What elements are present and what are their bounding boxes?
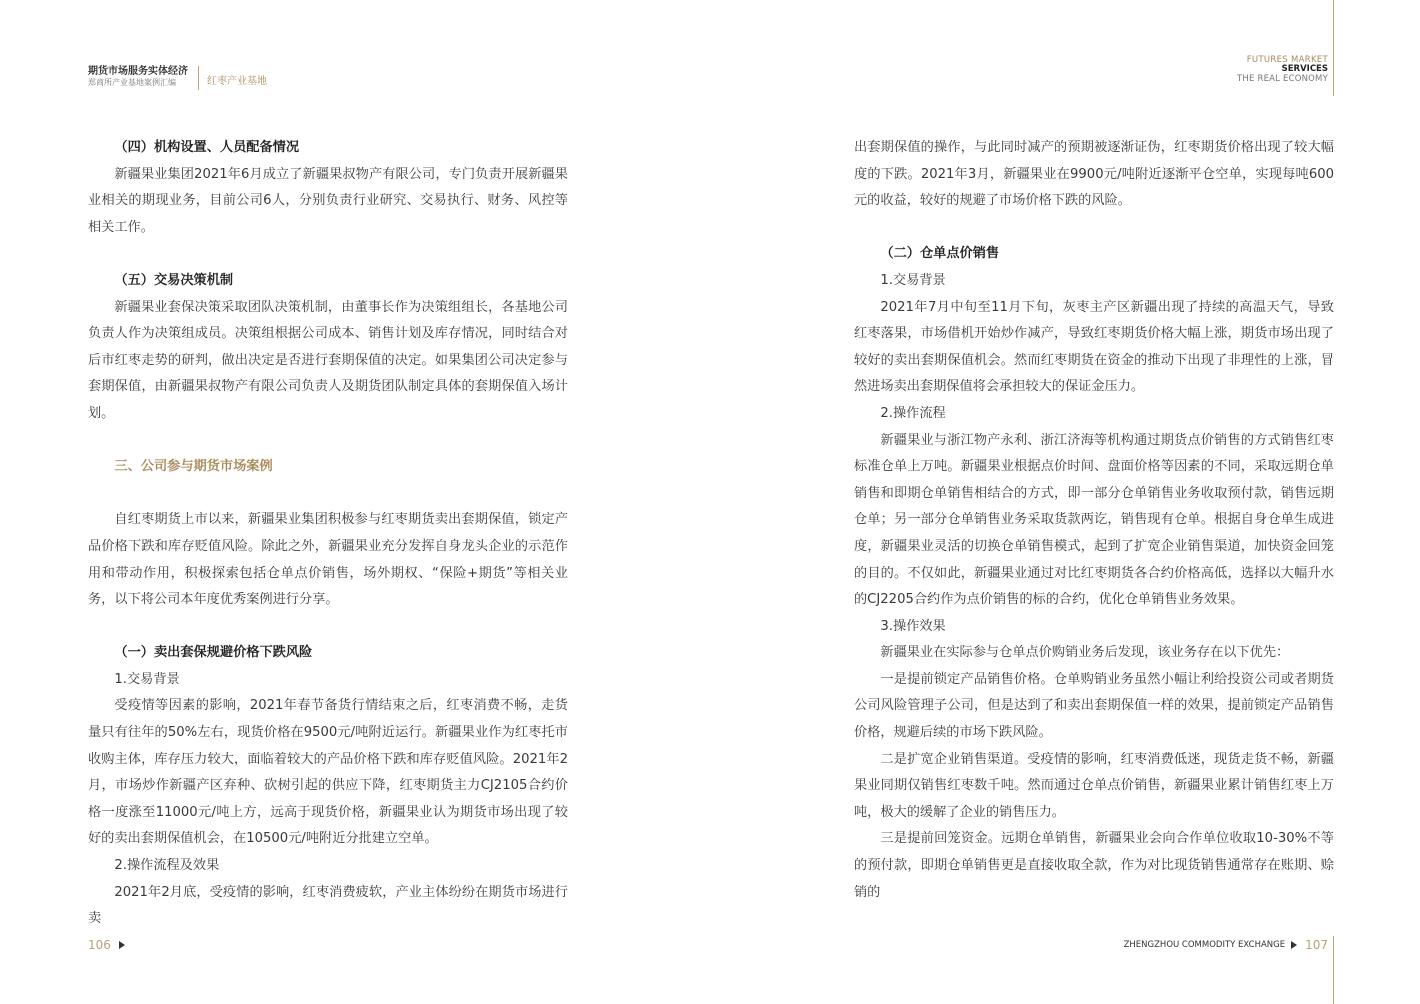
paragraph-effect-two: 二是扩宽企业销售渠道。受疫情的影响，红枣消费低迷，现货走货不畅，新疆果业同期仅销售红枣数千吨。然而通过仓单点价销售，新疆果业累计销售红枣上万吨，极大的缓解了企业的销售压力。 — [854, 751, 1334, 820]
page-number-right: 107 — [1305, 938, 1328, 952]
paragraph-trade-background: 2021年7月中旬至11月下旬，灰枣主产区新疆出现了持续的高温天气，导致红枣落果，市场借机开始炒作减产，导致红枣期货价格大幅上涨，期货市场出现了较好的卖出套期保值机会。然而红枣期货在资金的推动下出现了非理性的上涨，冒然进场卖出套期保值将会承担较大的保证金压力。 — [854, 299, 1334, 395]
running-header-right — [1237, 56, 1328, 84]
spacer — [854, 215, 1334, 242]
heading-decision-mechanism: （五）交易决策机制 — [114, 272, 234, 288]
spacer — [88, 481, 568, 508]
header-right-line2: SERVICES — [1281, 64, 1328, 75]
paragraph-effect-three: 三是提前回笼资金。远期仓单销售，新疆果业会向合作单位收取10-30%不等的预付款，即期仓单销售更是直接收取全款，作为对比现货销售通常存在账期、赊销的 — [854, 831, 1334, 900]
heading-hedging-case: （一）卖出套保规避价格下跌风险 — [114, 645, 313, 661]
footer-right — [1124, 938, 1328, 952]
triangle-right-icon — [119, 941, 125, 949]
paragraph-decision-mechanism: 新疆果业套保决策采取团队决策机制，由董事长作为决策组组长，各基地公司负责人作为决策组成员。决策组根据公司成本、销售计划及库存情况，同时结合对后市红枣走势的研判，做出决定是否进行套期保值的决定。如果集团公司决定参与套期保值，由新疆果叔物产有限公司负责人及期货团队制定具体的套期保值入场计划。 — [88, 299, 568, 421]
paragraph-operation-result: 2021年2月底，受疫情的影响，红枣消费疲软，产业主体纷纷在期货市场进行卖 — [88, 884, 568, 927]
header-divider — [198, 66, 199, 90]
header-right-line3: THE REAL ECONOMY — [1237, 73, 1328, 84]
page-number-left: 106 — [88, 938, 111, 952]
header-subtitle: 郑商所产业基地案例汇编 — [88, 77, 176, 87]
footer-left — [88, 938, 125, 952]
heading-institution-setup: （四）机构设置、人员配备情况 — [114, 140, 300, 155]
paragraph-continued: 出套期保值的操作，与此同时减产的预期被逐渐证伪，红枣期货价格出现了较大幅度的下跌。2021年3月，新疆果业在9900元/吨附近逐渐平仓空单，实现每吨600元的收益，较好的规避了市场价格下跌的风险。 — [854, 140, 1334, 209]
paragraph-institution-setup: 新疆果业集团2021年6月成立了新疆果叔物产有限公司，专门负责开展新疆果业相关的期现业务，目前公司6人，分别负责行业研究、交易执行、财务、风控等相关工作。 — [88, 166, 568, 235]
subheading-trade-background: 1.交易背景 — [880, 272, 946, 288]
header-right-line1: FUTURES MARKET — [1246, 55, 1328, 65]
footer-publisher-label: ZHENGZHOU COMMODITY EXCHANGE — [1123, 940, 1286, 950]
spacer — [88, 241, 568, 268]
margin-rule-top — [1333, 0, 1334, 96]
heading-warehouse-receipt-sales: （二）仓单点价销售 — [880, 246, 1000, 262]
subheading-operation-result: 2.操作流程及效果 — [114, 858, 220, 874]
paragraph-trade-background: 受疫情等因素的影响，2021年春节备货行情结束之后，红枣消费不畅，走货量只有往年的50%左右，现货价格在9500元/吨附近运行。新疆果业作为红枣托市收购主体，库存压力较大，面临着较大的产品价格下跌和库存贬值风险。2021年2月，市场炒作新疆产区弃种、砍树引起的供应下降，红枣期货主力CJ2105合约价格一度涨至11000元/吨上方，远高于现货价格，新疆果业认为期货市场出现了较好的卖出套期保值机会，在10500元/吨附近分批建立空单。 — [88, 698, 568, 847]
spacer — [88, 428, 568, 455]
margin-rule-bottom — [1333, 936, 1334, 1004]
right-page-column — [854, 135, 1334, 906]
paragraph-operation-process: 新疆果业与浙江物产永利、浙江济海等机构通过期货点价销售的方式销售红枣标准仓单上万吨。新疆果业根据点价时间、盘面价格等因素的不同，采取远期仓单销售和即期仓单销售相结合的方式，即一部分仓单销售业务收取预付款，销售远期仓单；另一部分仓单销售业务采取货款两讫，销售现有仓单。根据自身仓单生成进度，新疆果业灵活的切换仓单销售模式，起到了扩宽企业销售渠道，加快资金回笼的目的。不仅如此，新疆果业通过对比红枣期货各合约价格高低，选择以大幅升水的CJ2205合约作为点价销售的标的合约，优化仓单销售业务效果。 — [854, 432, 1334, 608]
paragraph-effect-one: 一是提前锁定产品销售价格。仓单购销业务虽然小幅让利给投资公司或者期货公司风险管理子公司，但是达到了和卖出套期保值一样的效果，提前锁定产品销售价格，规避后续的市场下跌风险。 — [854, 671, 1334, 741]
header-section: 红枣产业基地 — [207, 76, 267, 87]
subheading-trade-background: 1.交易背景 — [114, 671, 180, 687]
subheading-operation-effect: 3.操作效果 — [880, 618, 946, 634]
running-header-left — [88, 66, 267, 90]
paragraph-effect-intro: 新疆果业在实际参与仓单点价购销业务后发现，该业务存在以下优先： — [880, 645, 1290, 661]
triangle-right-icon — [1291, 941, 1297, 949]
subheading-operation-process: 2.操作流程 — [880, 405, 946, 421]
header-titles — [88, 66, 188, 87]
heading-section-three: 三、公司参与期货市场案例 — [114, 459, 273, 475]
paragraph-section-three: 自红枣期货上市以来，新疆果业集团积极参与红枣期货卖出套期保值，锁定产品价格下跌和库存贬值风险。除此之外，新疆果业充分发挥自身龙头企业的示范作用和带动作用，积极探索包括仓单点价销售，场外期权、“保险+期货”等相关业务，以下将公司本年度优秀案例进行分享。 — [88, 512, 568, 608]
spacer — [88, 614, 568, 641]
header-title: 期货市场服务实体经济 — [88, 66, 188, 77]
left-page-column — [88, 135, 568, 933]
